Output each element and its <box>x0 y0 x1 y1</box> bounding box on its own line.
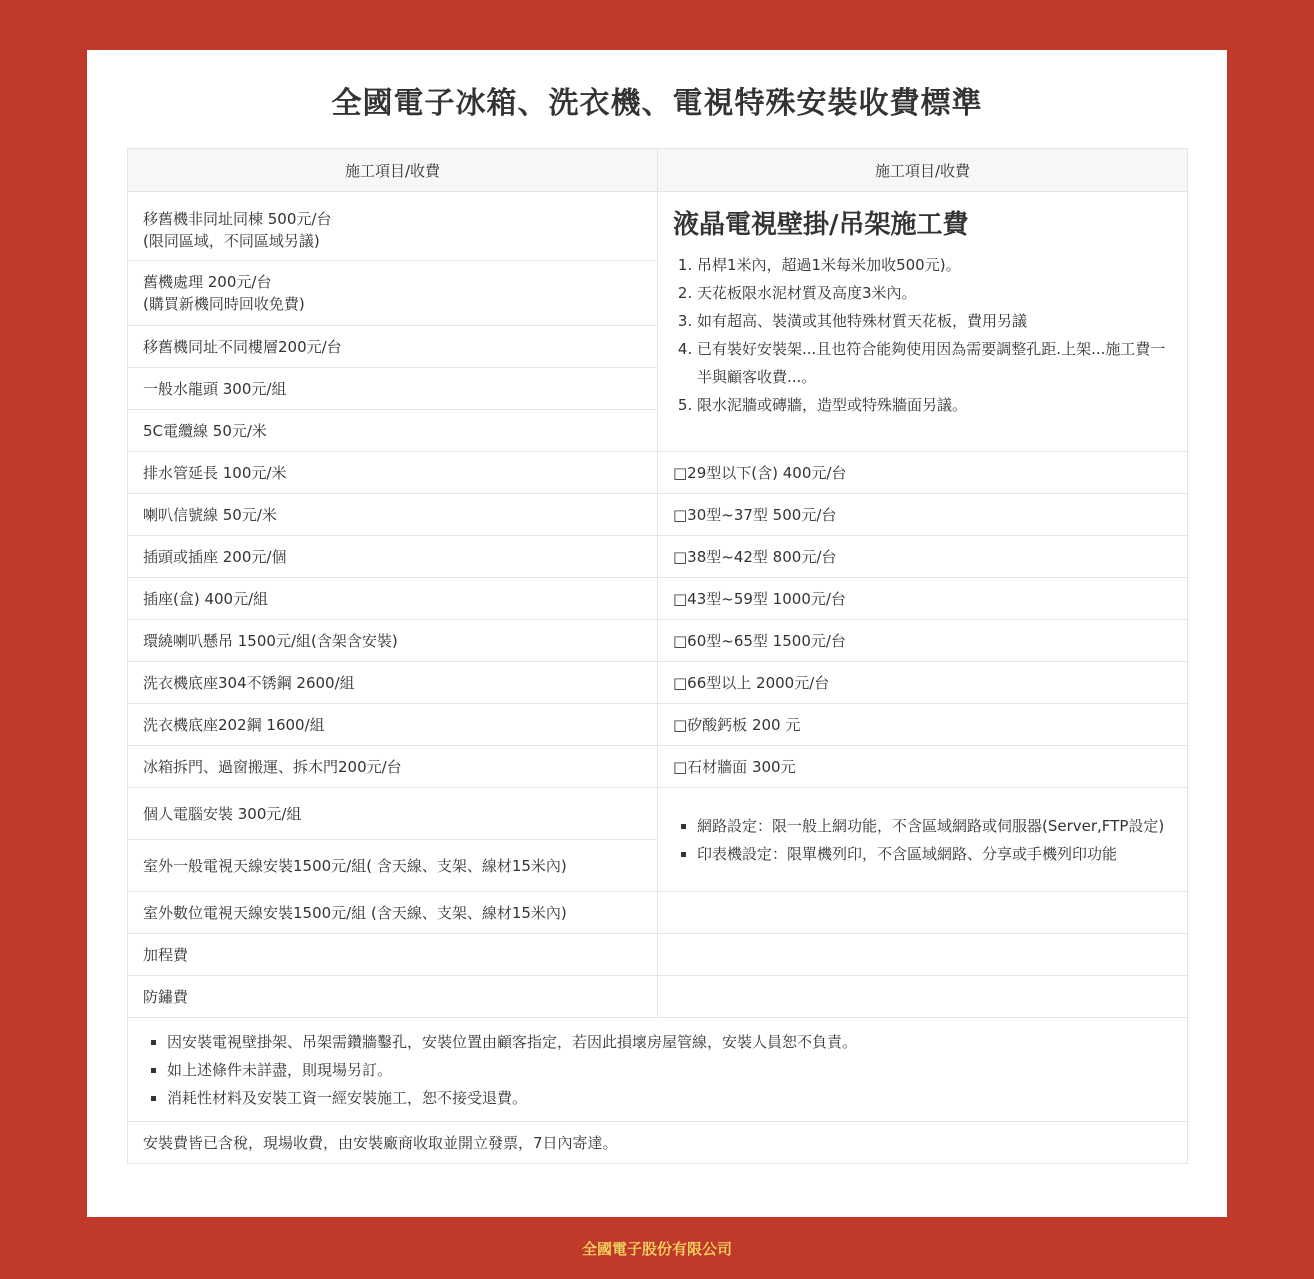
list-item: 5. 限水泥牆或磚牆，造型或特殊牆面另議。 <box>697 391 1172 419</box>
table-row <box>128 934 1188 976</box>
fee-item: 一般水龍頭 300元/組 <box>128 368 658 410</box>
list-item: ▪ 因安裝電視壁掛架、吊架需鑽牆鑿孔，安裝位置由顧客指定，若因此損壞房屋管線，安裝人員恕不負責。 <box>167 1028 1172 1056</box>
fee-item: 環繞喇叭懸吊 1500元/組(含架含安裝) <box>128 620 658 662</box>
board-fee: □矽酸鈣板 200 元 <box>658 704 1188 746</box>
tv-mount-cell <box>658 192 1188 452</box>
fee-item: 室外數位電視天線安裝1500元/組 (含天線、支架、線材15米內) <box>128 892 658 934</box>
fee-item: 喇叭信號線 50元/米 <box>128 494 658 536</box>
notes-cell <box>128 1018 1188 1122</box>
table-row <box>128 976 1188 1018</box>
tv-size-fee: □38型~42型 800元/台 <box>658 536 1188 578</box>
tv-mount-heading: 液晶電視壁掛/吊架施工費 <box>673 210 969 240</box>
table-row <box>128 1122 1188 1164</box>
table-row <box>128 746 1188 788</box>
list-item: ▪ 網路設定：限一般上網功能，不含區域網路或伺服器(Server,FTP設定) <box>697 812 1172 840</box>
fee-item: 洗衣機底座304不锈鋼 2600/組 <box>128 662 658 704</box>
fee-item: 室外一般電視天線安裝1500元/組( 含天線、支架、線材15米內) <box>128 840 658 892</box>
fee-table <box>127 148 1188 1164</box>
table-row <box>128 662 1188 704</box>
list-item: ▪ 印表機設定：限單機列印，不含區域網路、分享或手機列印功能 <box>697 840 1172 868</box>
wall-fee: □石材牆面 300元 <box>658 746 1188 788</box>
tv-mount-rules <box>673 251 1172 419</box>
list-item: 3. 如有超高、裝潢或其他特殊材質天花板，費用另議 <box>697 307 1172 335</box>
table-row <box>128 892 1188 934</box>
fee-item: 移舊機非同址同棟 500元/台 (限同區域，不同區域另議) <box>128 192 658 261</box>
notes-list <box>143 1028 1172 1112</box>
table-row <box>128 192 1188 261</box>
fee-item: 插頭或插座 200元/個 <box>128 536 658 578</box>
table-row <box>128 704 1188 746</box>
list-item: 4. 已有裝好安裝架...且也符合能夠使用因為需要調整孔距.上架...施工費一半與顧客收費...。 <box>697 335 1172 391</box>
fee-item: 個人電腦安裝 300元/組 <box>128 788 658 840</box>
tv-size-fee: □30型~37型 500元/台 <box>658 494 1188 536</box>
fee-item: 移舊機同址不同樓層200元/台 <box>128 326 658 368</box>
table-row <box>128 452 1188 494</box>
list-item: 2. 天花板限水泥材質及高度3米內。 <box>697 279 1172 307</box>
fee-item: 舊機處理 200元/台 (購買新機同時回收免費) <box>128 261 658 326</box>
table-row <box>128 494 1188 536</box>
company-footer: 全國電子股份有限公司 <box>581 1240 732 1258</box>
fee-item: 排水管延長 100元/米 <box>128 452 658 494</box>
network-notes-cell <box>658 788 1188 892</box>
table-row <box>128 536 1188 578</box>
list-item: ▪ 消耗性材料及安裝工資一經安裝施工，恕不接受退費。 <box>167 1084 1172 1112</box>
tax-note: 安裝費皆已含稅，現場收費，由安裝廠商收取並開立發票，7日內寄達。 <box>128 1122 1188 1164</box>
table-header-row <box>128 149 1188 192</box>
list-item: ▪ 如上述條件未詳盡，則現場另訂。 <box>167 1056 1172 1084</box>
fee-item: 插座(盒) 400元/組 <box>128 578 658 620</box>
tv-size-fee: □29型以下(含) 400元/台 <box>658 452 1188 494</box>
table-row <box>128 578 1188 620</box>
fee-item: 加程費 <box>128 934 658 976</box>
fee-item: 防鏽費 <box>128 976 658 1018</box>
table-row <box>128 620 1188 662</box>
list-item: 1. 吊桿1米內，超過1米每米加收500元)。 <box>697 251 1172 279</box>
empty-cell <box>658 976 1188 1018</box>
tv-size-fee: □66型以上 2000元/台 <box>658 662 1188 704</box>
table-row <box>128 788 1188 840</box>
fee-item: 冰箱拆門、過窗搬運、拆木門200元/台 <box>128 746 658 788</box>
empty-cell <box>658 892 1188 934</box>
tv-size-fee: □43型~59型 1000元/台 <box>658 578 1188 620</box>
tv-size-fee: □60型~65型 1500元/台 <box>658 620 1188 662</box>
page-title: 全國電子冰箱、洗衣機、電視特殊安裝收費標準 <box>331 86 983 121</box>
empty-cell <box>658 934 1188 976</box>
column-header: 施工項目/收費 <box>658 149 1188 192</box>
network-notes <box>673 812 1172 868</box>
fee-item: 洗衣機底座202鋼 1600/組 <box>128 704 658 746</box>
table-row <box>128 1018 1188 1122</box>
fee-item: 5C電纜線 50元/米 <box>128 410 658 452</box>
column-header: 施工項目/收費 <box>128 149 658 192</box>
